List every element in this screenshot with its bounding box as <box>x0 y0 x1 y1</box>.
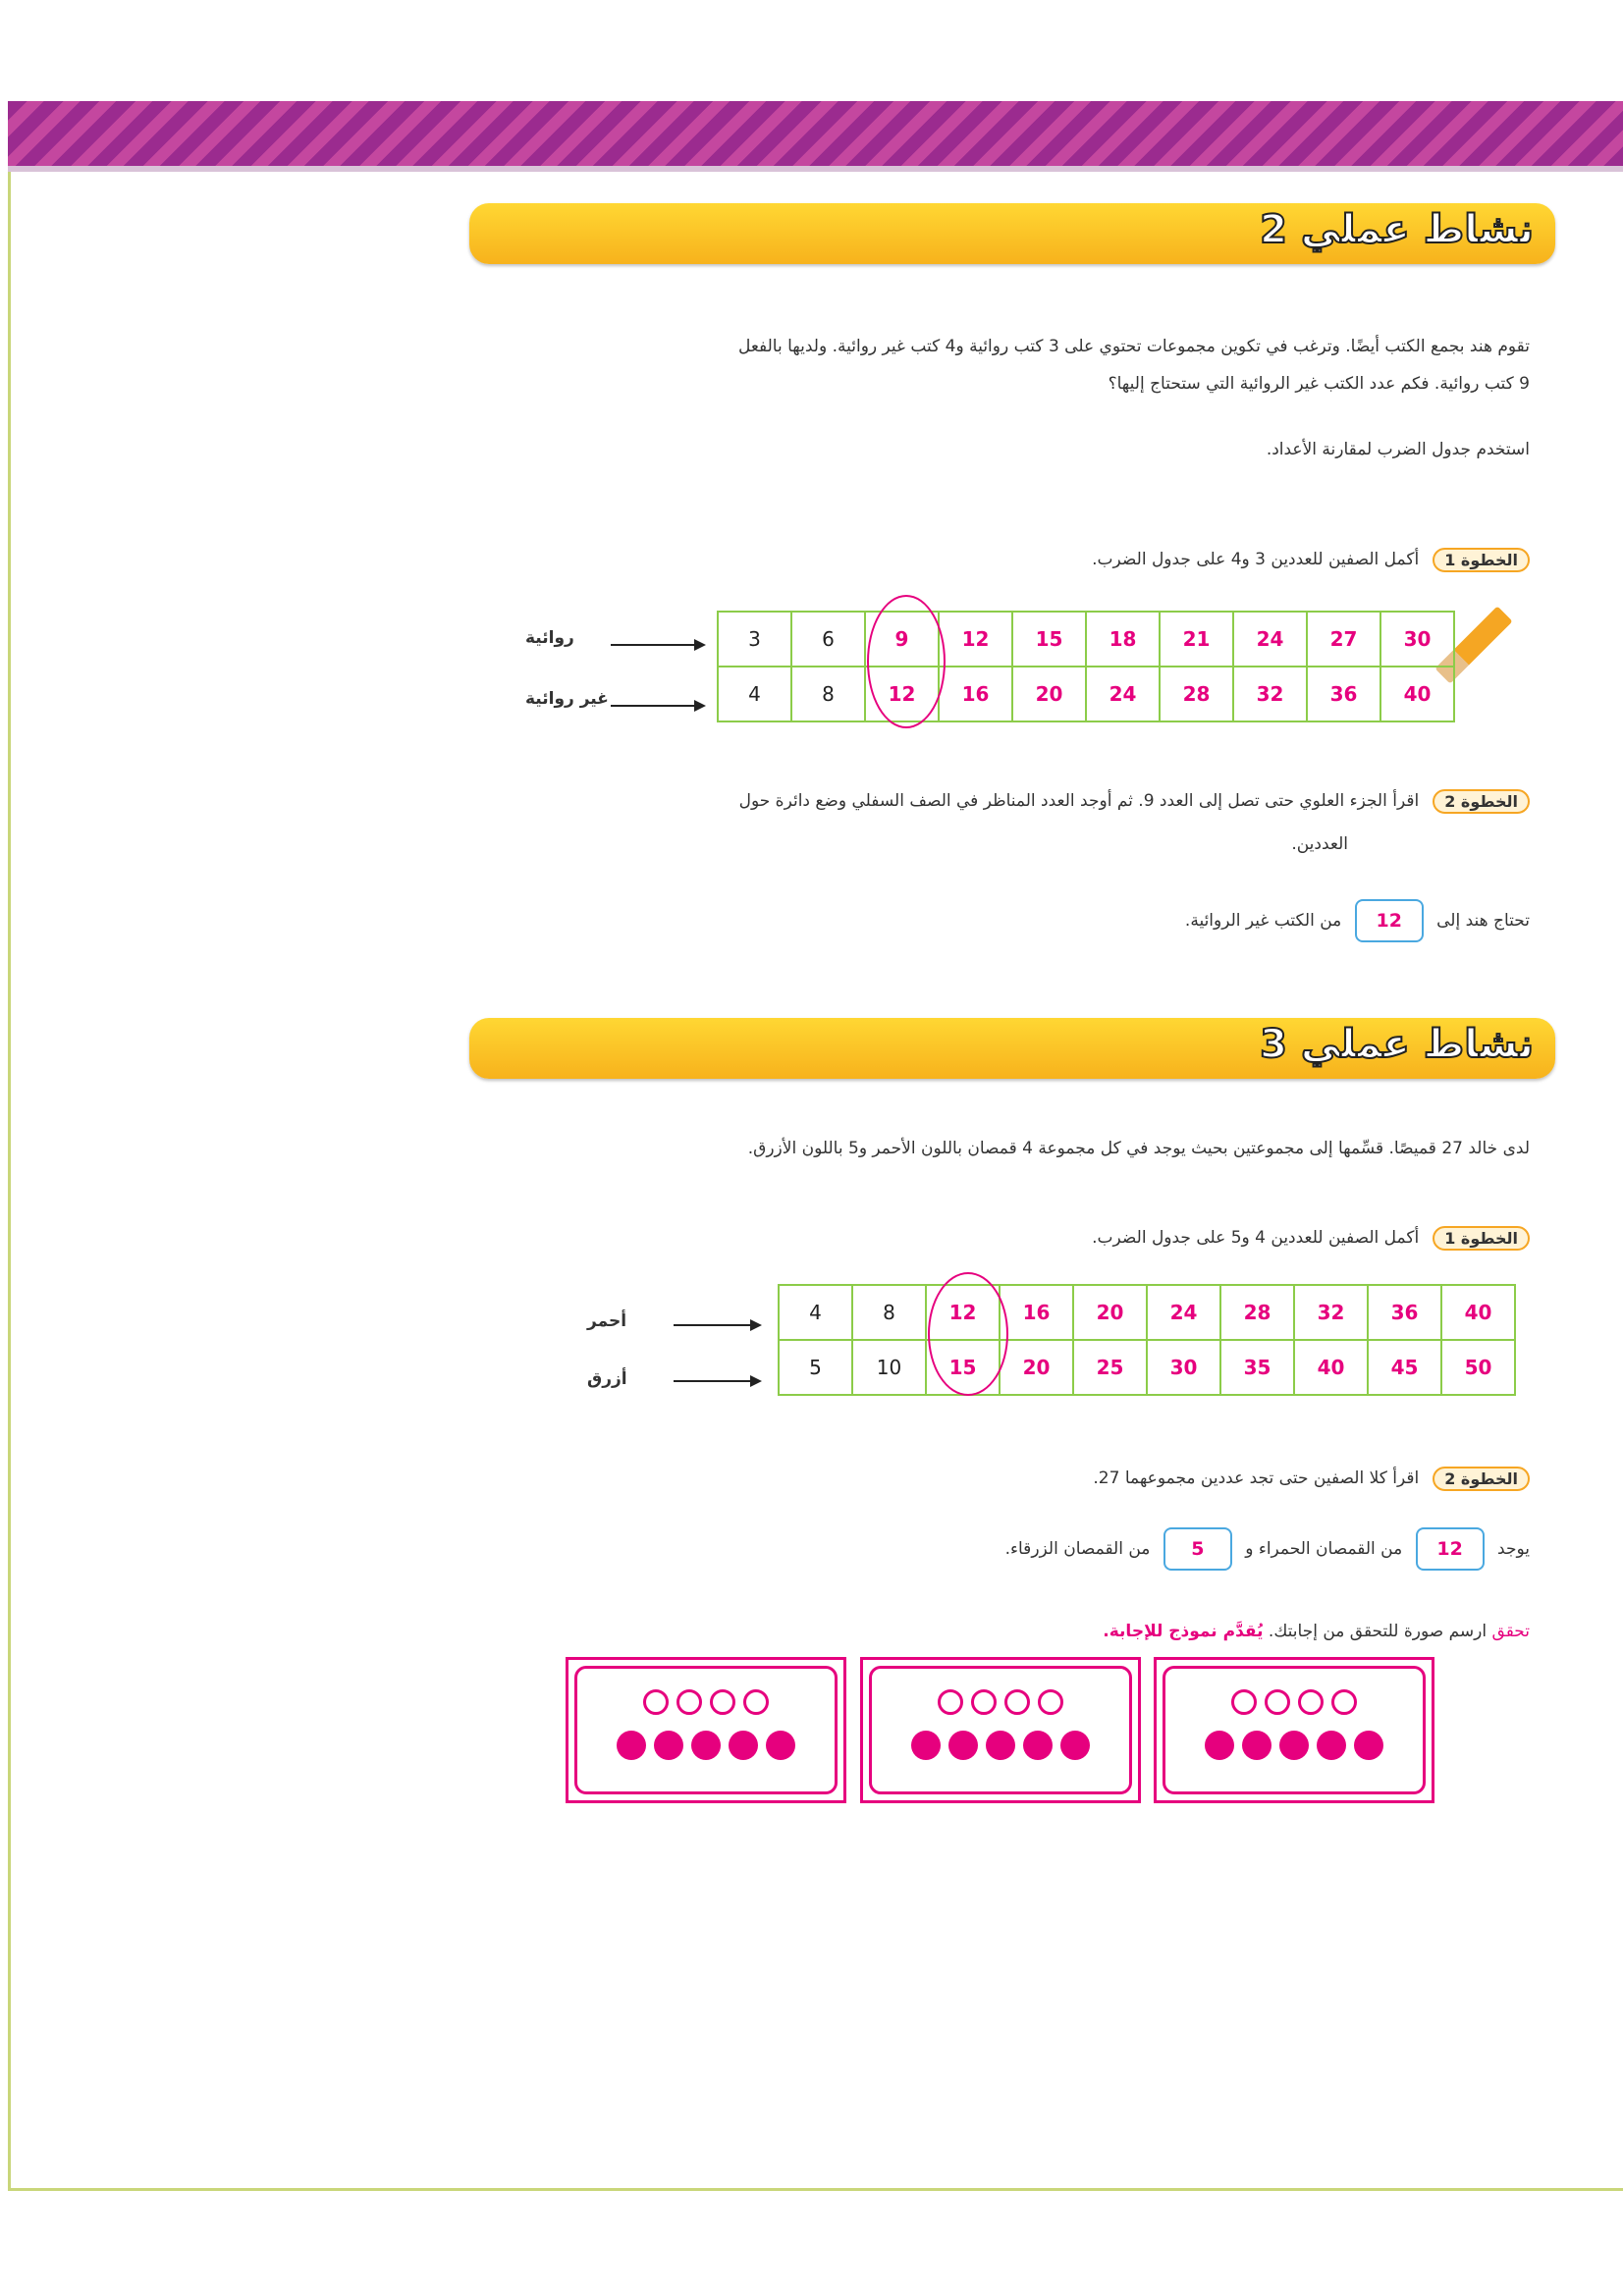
step-badge: الخطوة 1 <box>1433 1226 1530 1251</box>
table-cell: 24 <box>1233 612 1307 667</box>
table-cell: 40 <box>1380 667 1454 721</box>
activity3-answer <box>1005 1527 1530 1571</box>
step-text: أكمل الصفين للعددين 3 و4 على جدول الضرب. <box>1092 550 1420 569</box>
filled-counters <box>863 1731 1138 1760</box>
answer-circle <box>928 1272 1008 1396</box>
table-cell: 6 <box>791 612 865 667</box>
table-row <box>718 667 1454 721</box>
table-cell: 9 <box>865 612 939 667</box>
table-row <box>779 1285 1515 1340</box>
arrow-icon <box>674 1380 760 1382</box>
step-badge: الخطوة 2 <box>1433 1467 1530 1491</box>
hollow-counters <box>863 1689 1138 1715</box>
table-cell: 40 <box>1294 1340 1368 1395</box>
table-cell: 4 <box>779 1285 852 1340</box>
answer-mid: من القمصان الحمراء و <box>1245 1539 1403 1559</box>
filled-counter <box>766 1731 795 1760</box>
hollow-counter <box>1298 1689 1324 1715</box>
activity2-step2-line2: العددين. <box>1291 834 1348 854</box>
answer-box-red[interactable]: 12 <box>1416 1527 1485 1571</box>
table-row <box>779 1340 1515 1395</box>
table-cell: 12 <box>939 612 1012 667</box>
header-stripe <box>8 101 1623 172</box>
filled-counter <box>1242 1731 1271 1760</box>
filled-counter <box>729 1731 758 1760</box>
filled-counter <box>1354 1731 1383 1760</box>
arrow-icon <box>611 705 704 707</box>
hollow-counter <box>1265 1689 1290 1715</box>
filled-counter <box>948 1731 978 1760</box>
hollow-counter <box>710 1689 735 1715</box>
check-model: يُقدَّم نموذج للإجابة. <box>1103 1622 1264 1641</box>
table-cell: 24 <box>1086 667 1160 721</box>
table-cell: 36 <box>1368 1285 1441 1340</box>
hollow-counter <box>1004 1689 1030 1715</box>
activity2-intro-line1: تقوم هند بجمع الكتب أيضًا. وترغب في تكوين مجموعات تحتوي على 3 كتب روائية و4 كتب غير روائية. ولديها بالفعل <box>737 337 1530 356</box>
table-cell: 21 <box>1160 612 1233 667</box>
step-badge: الخطوة 1 <box>1433 548 1530 572</box>
filled-counter <box>911 1731 941 1760</box>
table-cell: 4 <box>718 667 791 721</box>
table-cell: 16 <box>939 667 1012 721</box>
filled-counter <box>1205 1731 1234 1760</box>
multiplication-table-3-4 <box>717 611 1455 722</box>
multiplication-table-4-5 <box>778 1284 1516 1396</box>
activity2-intro-line2: 9 كتب روائية. فكم عدد الكتب غير الروائية التي ستحتاج إليها؟ <box>1108 374 1530 394</box>
table-cell: 50 <box>1441 1340 1515 1395</box>
activity3-step1 <box>1092 1224 1530 1252</box>
table-cell: 8 <box>852 1285 926 1340</box>
hollow-counter <box>1331 1689 1357 1715</box>
answer-prefix: تحتاج هند إلى <box>1436 911 1530 931</box>
table-cell: 20 <box>1012 667 1086 721</box>
filled-counter <box>1023 1731 1053 1760</box>
table-cell: 12 <box>926 1285 1000 1340</box>
table-cell: 5 <box>779 1340 852 1395</box>
activity2-step2 <box>739 787 1530 815</box>
table-cell: 18 <box>1086 612 1160 667</box>
filled-counter <box>1317 1731 1346 1760</box>
filled-counter <box>1279 1731 1309 1760</box>
answer-prefix: يوجد <box>1497 1539 1530 1559</box>
table-cell: 32 <box>1233 667 1307 721</box>
counter-group <box>1154 1657 1434 1803</box>
hollow-counter <box>1038 1689 1063 1715</box>
filled-counter <box>691 1731 721 1760</box>
table-cell: 10 <box>852 1340 926 1395</box>
table-cell: 35 <box>1220 1340 1294 1395</box>
table-cell: 20 <box>1000 1340 1073 1395</box>
activity2-instruction: استخدم جدول الضرب لمقارنة الأعداد. <box>1266 440 1530 459</box>
filled-counter <box>654 1731 683 1760</box>
table-cell: 30 <box>1380 612 1454 667</box>
activity2-answer <box>1185 899 1530 942</box>
answer-circle <box>867 595 946 728</box>
table-cell: 28 <box>1160 667 1233 721</box>
answer-box-blue[interactable]: 5 <box>1163 1527 1232 1571</box>
table-cell: 16 <box>1000 1285 1073 1340</box>
activity3-step2 <box>1093 1465 1530 1492</box>
arrow-icon <box>611 644 704 646</box>
hollow-counter <box>743 1689 769 1715</box>
table-cell: 3 <box>718 612 791 667</box>
row-label-nonfiction: غير روائية <box>525 689 609 709</box>
hollow-counter <box>971 1689 997 1715</box>
hollow-counter <box>938 1689 963 1715</box>
step-badge: الخطوة 2 <box>1433 789 1530 814</box>
row-label-blue: أزرق <box>587 1369 627 1389</box>
table-cell: 15 <box>1012 612 1086 667</box>
activity2-title: نشاط عملي 2 <box>1260 207 1534 252</box>
table-cell: 20 <box>1073 1285 1147 1340</box>
activity3-title: نشاط عملي 3 <box>1260 1022 1534 1067</box>
table-cell: 40 <box>1441 1285 1515 1340</box>
row-label-fiction: روائية <box>525 628 574 648</box>
counter-group <box>860 1657 1141 1803</box>
table-cell: 45 <box>1368 1340 1441 1395</box>
activity2-banner <box>469 203 1555 264</box>
activity2-step1 <box>1092 546 1530 573</box>
table-cell: 8 <box>791 667 865 721</box>
filled-counters <box>1157 1731 1432 1760</box>
filled-counter <box>986 1731 1015 1760</box>
table-cell: 30 <box>1147 1340 1220 1395</box>
activity3-check <box>1103 1622 1530 1641</box>
table-cell: 27 <box>1307 612 1380 667</box>
table-cell: 36 <box>1307 667 1380 721</box>
arrow-icon <box>674 1324 760 1326</box>
filled-counter <box>1060 1731 1090 1760</box>
counter-group <box>566 1657 846 1803</box>
step-text: أكمل الصفين للعددين 4 و5 على جدول الضرب. <box>1092 1228 1420 1248</box>
check-text: ارسم صورة للتحقق من إجابتك. <box>1268 1622 1488 1641</box>
answer-suffix: من الكتب غير الروائية. <box>1184 911 1342 931</box>
hollow-counter <box>643 1689 669 1715</box>
hollow-counter <box>676 1689 702 1715</box>
activity3-intro: لدى خالد 27 قميصًا. قسِّمها إلى مجموعتين بحيث يوجد في كل مجموعة 4 قمصان باللون الأحمر و5 باللون الأزرق. <box>747 1139 1530 1158</box>
table-cell: 32 <box>1294 1285 1368 1340</box>
table-cell: 15 <box>926 1340 1000 1395</box>
activity3-banner <box>469 1018 1555 1079</box>
table-cell: 28 <box>1220 1285 1294 1340</box>
row-label-red: أحمر <box>587 1311 627 1331</box>
table-row <box>718 612 1454 667</box>
table-cell: 25 <box>1073 1340 1147 1395</box>
table-cell: 12 <box>865 667 939 721</box>
check-label: تحقق <box>1491 1622 1530 1641</box>
filled-counters <box>568 1731 843 1760</box>
table-cell: 24 <box>1147 1285 1220 1340</box>
step-text: اقرأ الجزء العلوي حتى تصل إلى العدد 9. ثم أوجد العدد المناظر في الصف السفلي وضع دائرة حول <box>738 791 1420 811</box>
hollow-counter <box>1231 1689 1257 1715</box>
hollow-counters <box>568 1689 843 1715</box>
answer-suffix: من القمصان الزرقاء. <box>1004 1539 1151 1559</box>
answer-box[interactable]: 12 <box>1355 899 1424 942</box>
hollow-counters <box>1157 1689 1432 1715</box>
filled-counter <box>617 1731 646 1760</box>
step-text: اقرأ كلا الصفين حتى تجد عددين مجموعهما 27. <box>1093 1468 1420 1488</box>
